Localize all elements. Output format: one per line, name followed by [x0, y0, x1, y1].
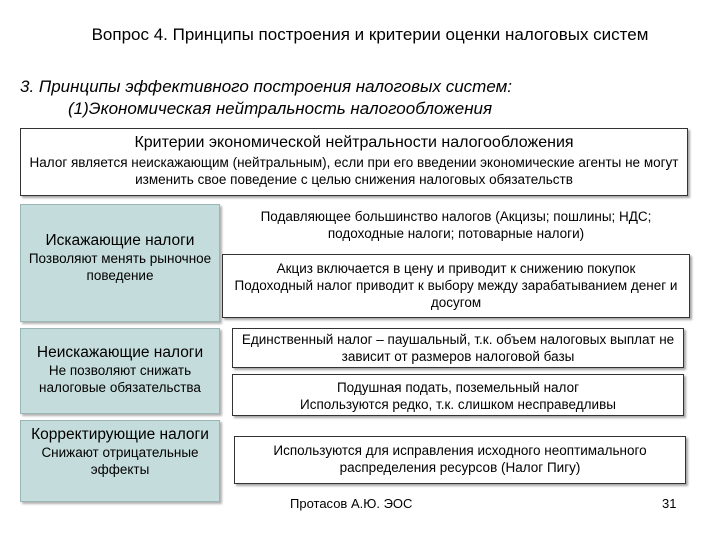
- corrective-taxes-detail-box: [234, 436, 686, 484]
- criteria-box: [20, 128, 688, 196]
- distorting-taxes-box: [20, 204, 220, 322]
- neutral-examples-box: [232, 374, 684, 416]
- distorting-examples-text: Подавляющее большинство налогов (Акцизы; пошлины; НДС; подоходные налоги; потоварные налоги): [260, 209, 652, 241]
- distorting-taxes-description: Позволяют менять рыночное поведение: [28, 251, 212, 283]
- neutral-examples-line2: Используются редко, т.к. слишком несправедливы: [300, 397, 616, 412]
- slide-title: Вопрос 4. Принципы построения и критерии оценки налоговых систем: [91, 25, 649, 44]
- lump-sum-tax-text: Единственный налог – паушальный, т.к. объем налоговых выплат не зависит от размеров налоговой базы: [241, 332, 675, 364]
- page-number: 31: [662, 496, 677, 511]
- distorting-effects-box: [222, 254, 690, 318]
- corrective-taxes-detail-text: Используются для исправления исходного неоптимального распределения ресурсов (Налог Пигу): [273, 443, 647, 475]
- neutral-taxes-heading: Неискажающие налоги: [36, 344, 204, 361]
- neutral-taxes-box: [20, 328, 220, 414]
- excise-effect-text: Акциз включается в цену и приводит к снижению покупок: [276, 261, 636, 276]
- criteria-text: Налог является неискажающим (нейтральным), если при его введении экономические агенты не могут изменить свое поведение с целью снижения налоговых обязательств: [29, 155, 679, 187]
- section-subtitle: 3. Принципы эффективного построения налоговых систем:: [20, 77, 512, 96]
- footer-author: Протасов А.Ю. ЭОС: [290, 496, 413, 511]
- criteria-heading: Критерии экономической нейтральности налогообложения: [134, 134, 574, 151]
- income-tax-effect-text: Подоходный налог приводит к выбору между зарабатыванием денег и досугом: [234, 278, 678, 310]
- neutral-taxes-description: Не позволяют снижать налоговые обязательства: [39, 363, 201, 395]
- distorting-taxes-heading: Искажающие налоги: [45, 232, 195, 249]
- lump-sum-tax-box: [232, 328, 684, 368]
- corrective-taxes-description: Снижают отрицательные эффекты: [41, 445, 199, 477]
- principle-subtitle: (1)Экономическая нейтральность налогообложения: [68, 99, 493, 118]
- corrective-taxes-box: [20, 420, 220, 502]
- neutral-examples-line1: Подушная подать, поземельный налог: [336, 380, 580, 395]
- corrective-taxes-heading: Корректирующие налоги: [31, 426, 209, 443]
